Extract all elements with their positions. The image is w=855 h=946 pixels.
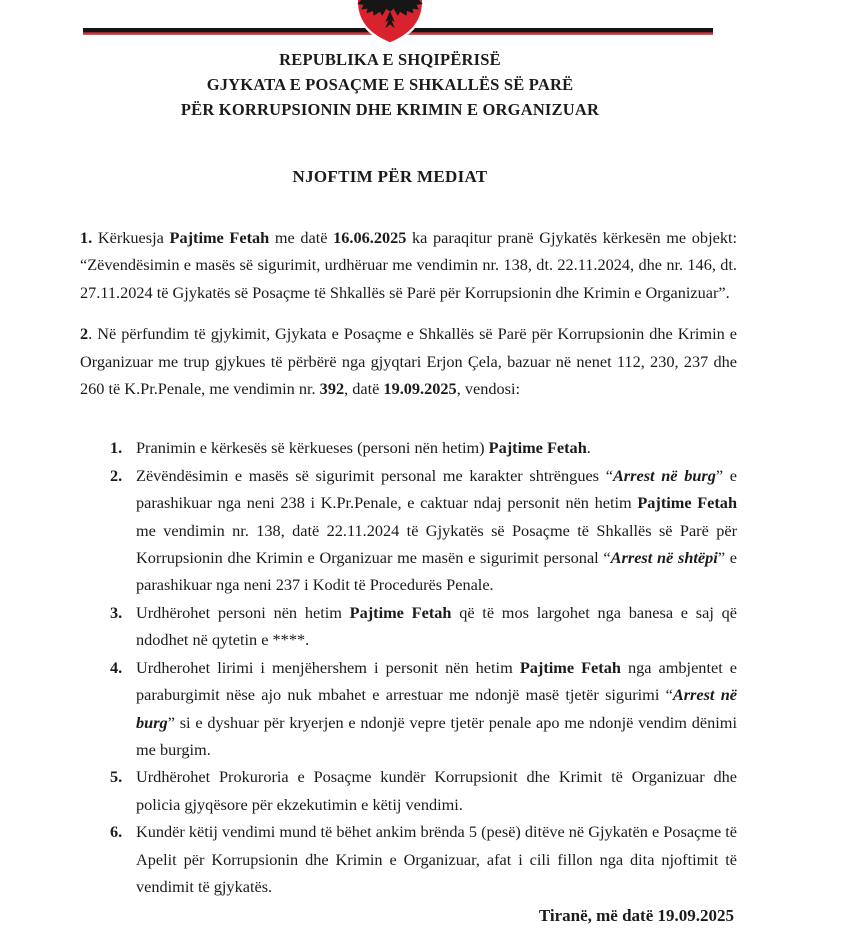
text-run: Urdhërohet Prokuroria e Posaçme kundër Korrupsionit dhe Krimit të Organizuar dhe policia gjyqësore për ekzekutimin e këtij vendimi. (136, 767, 737, 814)
text-run: ” e parashikuar nga neni 237 i Kodit të Procedurës Penale. (136, 548, 737, 595)
paragraphs (80, 224, 737, 402)
decision-list (80, 434, 737, 900)
paragraph (80, 320, 737, 402)
text-run: Arrest në burg (136, 685, 737, 732)
text-run: , datë (344, 379, 384, 399)
dateline: Tiranë, më datë 19.09.2025 (538, 906, 734, 925)
decision-item (110, 462, 737, 599)
text-run: Arrest në burg (612, 465, 716, 485)
decision-item (110, 818, 737, 900)
decision-number: 2. (110, 465, 123, 485)
text-run: . (586, 438, 591, 458)
text-run: me vendimin nr. 138, datë 22.11.2024 të Gjykatës së Posaçme të Shkallës së Parë për Korrupsionin dhe Krimin e Organizuar me masën e sigurimit personal “ (136, 520, 737, 568)
text-run: që të mos largohet nga banesa e saj që ndodhet në qytetin e ****. (136, 602, 737, 650)
text-run: Urdhërohet personi nën hetim (136, 602, 350, 622)
decision-item (110, 599, 737, 654)
decision-text (136, 462, 737, 599)
text-run: nga ambjentet e paraburgimit nëse ajo nuk mbahet e arrestuar me ndonjë masë tjetër sigurimi “ (136, 657, 738, 705)
document-body (80, 224, 737, 900)
org-line-court: GJYKATA E POSAÇME E SHKALLËS SË PARË (206, 75, 574, 94)
decision-item (110, 654, 737, 764)
text-run: ” e parashikuar nga neni 238 i K.Pr.Penale, e caktuar ndaj personit nën hetim (136, 465, 738, 513)
decision-text (136, 654, 737, 764)
decision-text (136, 599, 737, 654)
org-line-republic: REPUBLIKA E SHQIPËRISË (279, 50, 501, 69)
decision-text (136, 434, 737, 461)
text-run: 19.09.2025 (383, 379, 457, 399)
text-run: me datë (269, 228, 334, 247)
decision-number: 3. (110, 602, 123, 622)
text-run: Zëvëndësimin e masës së sigurimit personal me karakter shtrëngues “ (136, 465, 613, 485)
text-run: Pajtime Fetah (169, 228, 270, 247)
text-run: Kundër këtij vendimi mund të bëhet ankim brënda 5 (pesë) ditëve në Gjykatën e Posaçme të Apelit për Korrupsionin dhe Krimin e Organizuar, afat i cili fillon nga dita njoftimit të vendimit të gjykatës. (136, 822, 737, 896)
text-run: Pajtime Fetah (488, 438, 587, 458)
document-title: NJOFTIM PËR MEDIAT (292, 167, 488, 186)
decision-item (110, 434, 737, 461)
text-run: ” si e dyshuar për kryerjen e ndonjë vepre tjetër penale apo me ndonjë vendim dënimi me burgim. (136, 712, 737, 759)
text-run: 392 (319, 379, 345, 399)
text-run: Arrest në shtëpi (610, 548, 718, 568)
decision-number: 5. (110, 767, 123, 787)
text-run: ka paraqitur pranë Gjykatës kërkesën me objekt: “Zëvendësimin e masës së sigurimit, urdhëruar me vendimin nr. 138, dt. 22.11.2024, dhe nr. 146, dt. 27.11.2024 të Gjykatës së Posaçme të Shkallës së Parë për Korrupsionin dhe Krimin e Organizuar”. (80, 228, 738, 302)
decision-text (136, 763, 737, 818)
text-run: Kërkuesja (92, 228, 170, 247)
org-line-jurisdiction: PËR KORRUPSIONIN DHE KRIMIN E ORGANIZUAR (180, 100, 600, 119)
text-run: Pajtime Fetah (349, 602, 452, 622)
text-run: 2 (80, 324, 89, 344)
decision-number: 6. (110, 822, 123, 842)
text-run: 16.06.2025 (333, 228, 407, 247)
decision-number: 1. (110, 438, 123, 458)
text-run: Pajtime Fetah (637, 493, 738, 513)
text-run: Pranimin e kërkesës së kërkueses (personi nën hetim) (136, 438, 489, 458)
albania-coat-of-arms-icon (351, 0, 429, 44)
court-header (80, 47, 700, 122)
text-run: Urdherohet lirimi i menjëhershem i personit nën hetim (136, 657, 520, 677)
text-run: Pajtime Fetah (519, 657, 621, 677)
text-run: , vendosi: (456, 379, 520, 399)
text-run: . Në përfundim të gjykimit, Gjykata e Posaçme e Shkallës së Parë për Korrupsionin dhe Krimin e Organizuar me trup gjykues të përbërë nga gjyqtari Erjon Çela, bazuar në nenet 112, 230, 237 dhe 260 të K.Pr.Penale, me vendimin nr. (80, 324, 737, 399)
decision-number: 4. (110, 657, 123, 677)
decision-item (110, 763, 737, 818)
paragraph (80, 224, 737, 306)
text-run: 1. (80, 228, 93, 247)
decision-text (136, 818, 737, 900)
